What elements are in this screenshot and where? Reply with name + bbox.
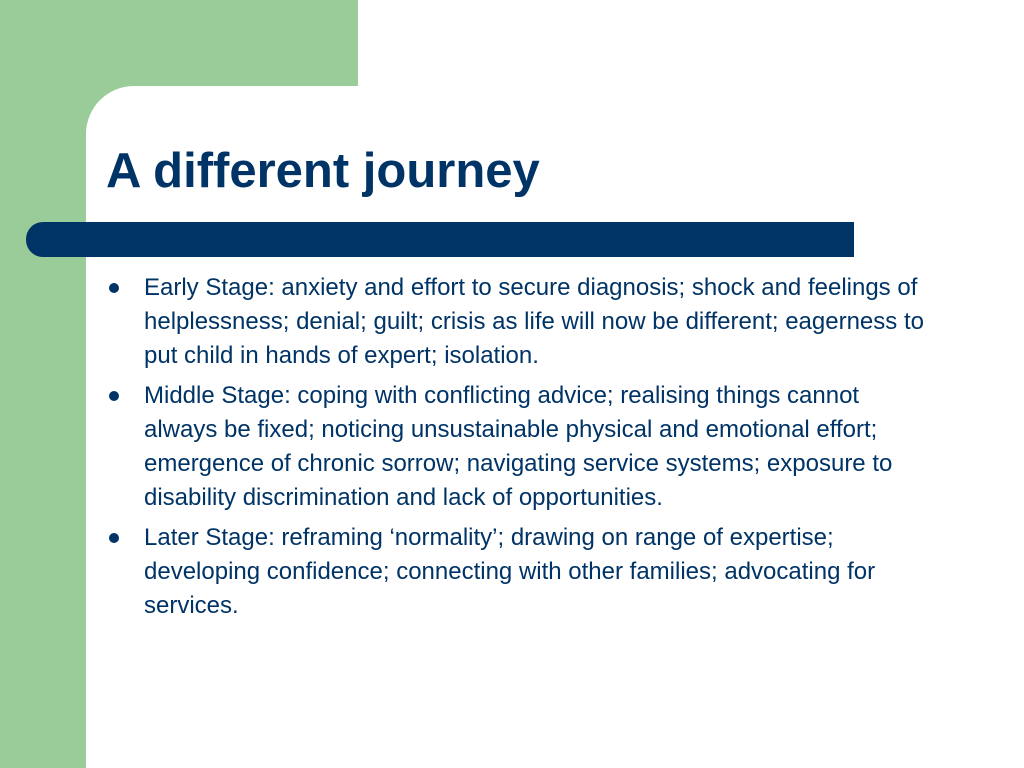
bullet-text: Middle Stage: coping with conflicting advice; realising things cannot always be fixed; noticing unsustainable physical and emotional effort; emergence of chronic sorrow; navigating service systems; exposure to disability discrimination and lack of opportunities. bbox=[144, 382, 893, 511]
title-divider-bar bbox=[26, 222, 854, 257]
slide-title: A different journey bbox=[106, 144, 540, 198]
bullet-item-later-stage bbox=[106, 521, 936, 623]
bullet-text: Early Stage: anxiety and effort to secure diagnosis; shock and feelings of helplessness; denial; guilt; crisis as life will now be different; eagerness to put child in hands of expert; isolation. bbox=[144, 274, 924, 369]
bullet-item-middle-stage bbox=[106, 379, 936, 515]
bullet-text: Later Stage: reframing ‘normality’; drawing on range of expertise; developing confidence; connecting with other families; advocating for services. bbox=[144, 524, 876, 619]
bullet-item-early-stage bbox=[106, 271, 936, 373]
bullet-dot-icon bbox=[109, 533, 119, 543]
bullet-dot-icon bbox=[109, 391, 119, 401]
bullet-list bbox=[106, 271, 936, 629]
bullet-dot-icon bbox=[109, 283, 119, 293]
